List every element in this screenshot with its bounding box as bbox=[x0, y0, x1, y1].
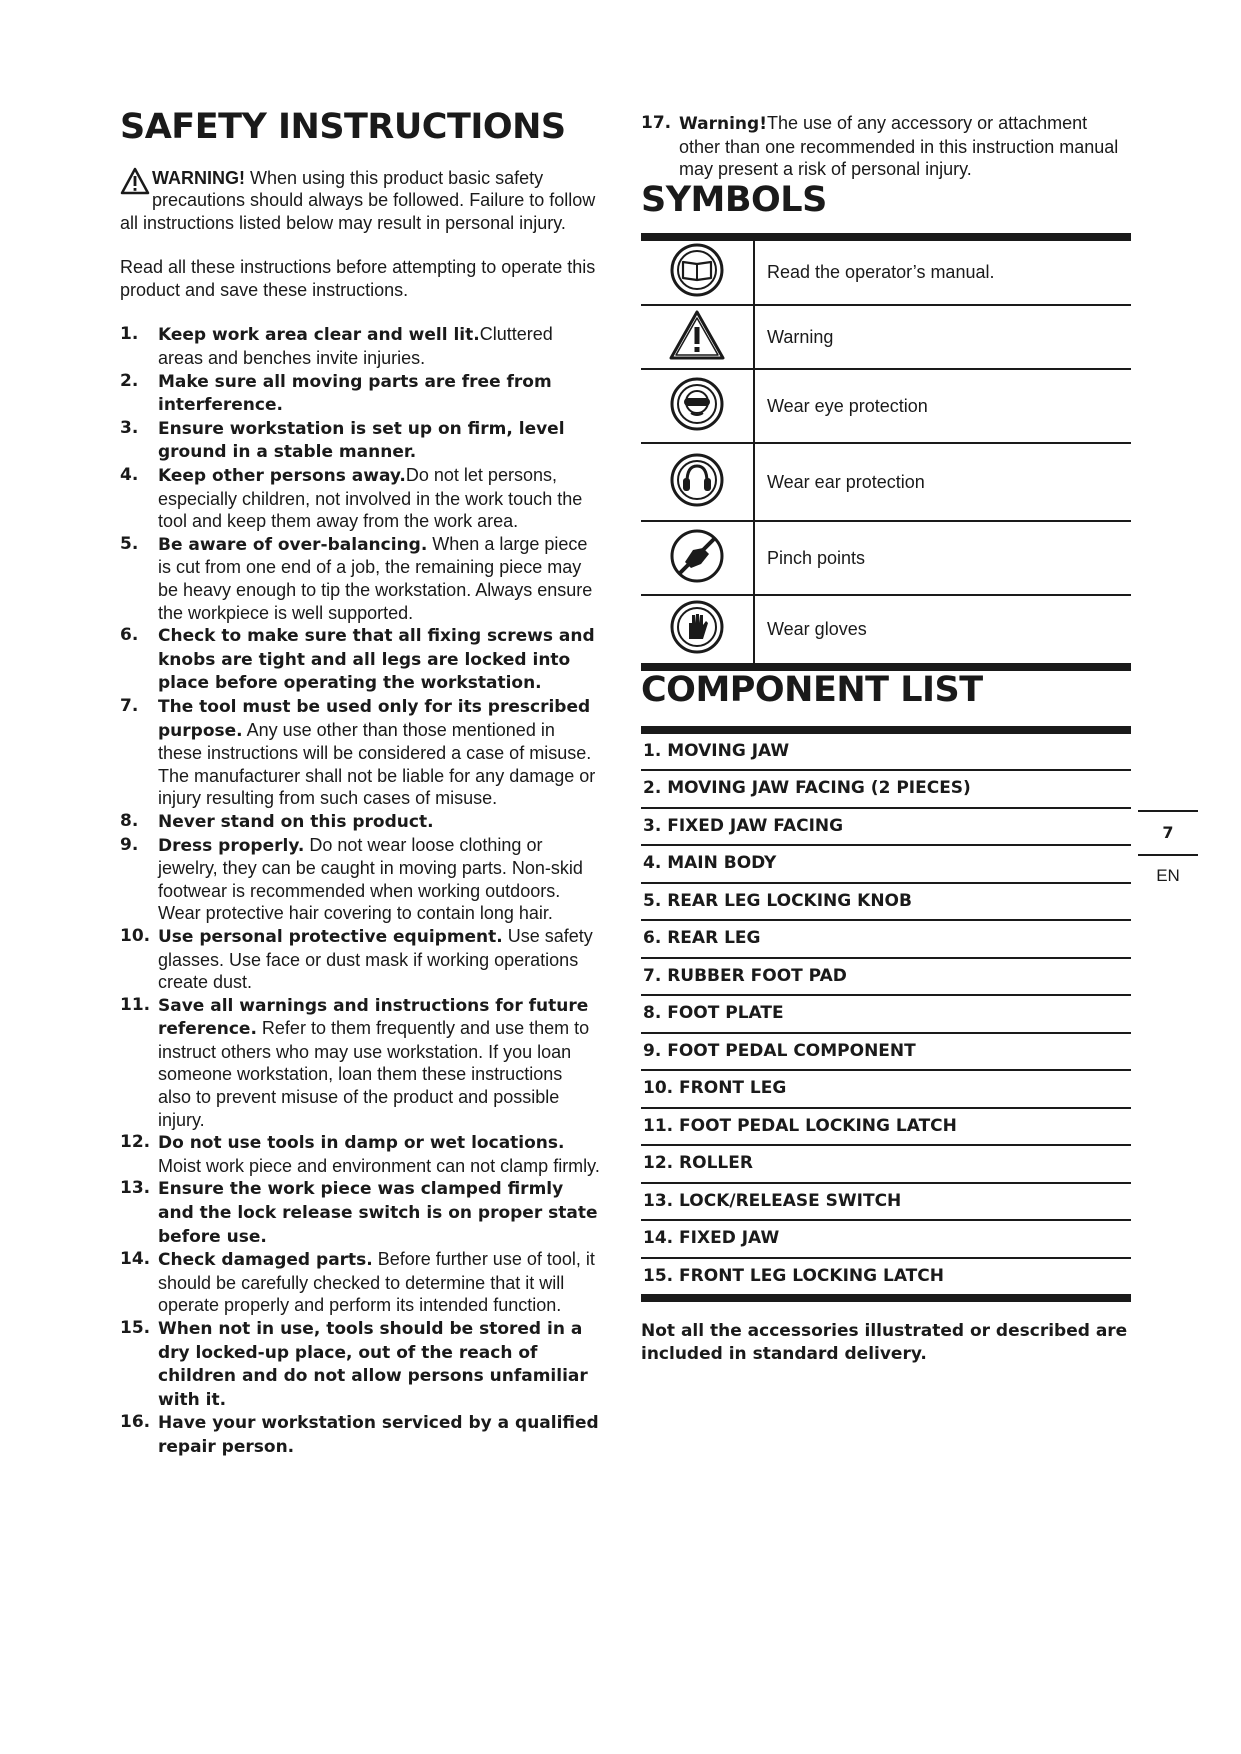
ear-protection-icon bbox=[669, 452, 725, 508]
symbol-icon-cell bbox=[641, 595, 754, 667]
item-lead: Save all warnings and instructions for future reference. bbox=[158, 995, 589, 1040]
warning-intro bbox=[120, 167, 600, 235]
safety-rule-item bbox=[120, 695, 600, 810]
safety-title: SAFETY INSTRUCTIONS bbox=[120, 107, 566, 147]
component-item: 2. MOVING JAW FACING (2 PIECES) bbox=[641, 771, 1131, 809]
safety-rule-item bbox=[120, 925, 600, 994]
item-lead: Warning! bbox=[679, 114, 767, 134]
item-text: The use of any accessory or attachment other than one recommended in this instruction manual may present a risk of personal injury. bbox=[679, 113, 1119, 180]
symbol-row bbox=[641, 237, 1131, 305]
component-item: 5. REAR LEG LOCKING KNOB bbox=[641, 884, 1131, 922]
item-number: 3. bbox=[120, 417, 139, 438]
symbols-title: SYMBOLS bbox=[641, 179, 827, 220]
component-item: 7. RUBBER FOOT PAD bbox=[641, 959, 1131, 997]
symbol-row bbox=[641, 521, 1131, 595]
symbol-icon-cell bbox=[641, 521, 754, 595]
manual-icon bbox=[669, 242, 725, 298]
safety-rule-item bbox=[120, 1177, 600, 1248]
component-item: 15. FRONT LEG LOCKING LATCH bbox=[641, 1259, 1131, 1303]
warning-triangle-icon bbox=[120, 167, 150, 195]
symbol-label: Pinch points bbox=[754, 521, 1131, 595]
component-list bbox=[641, 726, 1131, 1303]
safety-rule-item bbox=[120, 1411, 600, 1458]
item-text: Refer to them frequently and use them to instruct others who may use workstation. If you loan someone workstation, loan them these instructions also to prevent misuse of the product and possible injury. bbox=[158, 1018, 590, 1130]
item-number: 6. bbox=[120, 625, 139, 646]
item-number: 15. bbox=[120, 1318, 151, 1338]
symbol-label: Warning bbox=[754, 305, 1131, 369]
item-lead: Ensure workstation is set up on firm, level ground in a stable manner. bbox=[158, 418, 565, 463]
symbol-icon-cell bbox=[641, 369, 754, 443]
component-item: 4. MAIN BODY bbox=[641, 846, 1131, 884]
safety-rule-item bbox=[120, 834, 600, 925]
symbol-icon-cell bbox=[641, 443, 754, 521]
symbol-label: Read the operator’s manual. bbox=[754, 237, 1131, 305]
symbol-label: Wear eye protection bbox=[754, 369, 1131, 443]
item-number: 7. bbox=[120, 695, 139, 716]
item-lead: Be aware of over-balancing. bbox=[158, 534, 428, 555]
item-text: Any use other than those mentioned in these instructions will be considered a case of misuse. The manufacturer shall not be liable for any damage or injury resulting from such cases of misuse. bbox=[158, 719, 596, 809]
symbol-label: Wear ear protection bbox=[754, 443, 1131, 521]
item-number: 14. bbox=[120, 1249, 151, 1270]
item-number: 12. bbox=[120, 1132, 151, 1153]
symbol-row bbox=[641, 369, 1131, 443]
item-lead: The tool must be used only for its prescribed purpose. bbox=[158, 696, 591, 741]
component-item: 13. LOCK/RELEASE SWITCH bbox=[641, 1184, 1131, 1222]
item-number: 5. bbox=[120, 533, 139, 554]
symbol-icon-cell bbox=[641, 305, 754, 369]
item-lead: Never stand on this product. bbox=[158, 811, 434, 832]
safety-rule-item bbox=[120, 624, 600, 695]
right-column bbox=[641, 112, 1131, 1365]
item-text: Do not let persons, especially children, not involved in the work touch the tool and keep them away from the work area. bbox=[158, 465, 583, 532]
item-number: 1. bbox=[120, 324, 139, 345]
symbol-row bbox=[641, 443, 1131, 521]
safety-rule-item bbox=[120, 464, 600, 533]
warning-triangle-icon bbox=[668, 309, 726, 361]
symbol-label: Wear gloves bbox=[767, 619, 867, 640]
warning-label: WARNING! bbox=[152, 167, 245, 188]
component-list-title: COMPONENT LIST bbox=[641, 670, 983, 711]
eye-protection-icon bbox=[669, 376, 725, 432]
item-lead: Use personal protective equipment. bbox=[158, 926, 503, 947]
item-text: When a large piece is cut from one end of a job, the remaining piece may be heavy enough to tip the workstation. Always ensure the workpiece is well supported. bbox=[158, 533, 593, 623]
gloves-icon bbox=[669, 599, 725, 655]
component-item: 6. REAR LEG bbox=[641, 921, 1131, 959]
component-item: 3. FIXED JAW FACING bbox=[641, 809, 1131, 847]
component-item: 9. FOOT PEDAL COMPONENT bbox=[641, 1034, 1131, 1072]
safety-rule-item bbox=[120, 1248, 600, 1317]
component-item: 14. FIXED JAW bbox=[641, 1221, 1131, 1259]
read-instructions-text: Read all these instructions before attempting to operate this product and save these instructions. bbox=[120, 257, 596, 300]
symbol-row bbox=[641, 595, 1131, 667]
symbols-table bbox=[641, 233, 1131, 671]
safety-rule-item bbox=[120, 533, 600, 624]
item-text: Use safety glasses. Use face or dust mask if working operations create dust. bbox=[158, 925, 593, 993]
language-code: EN bbox=[1156, 866, 1180, 885]
item-number: 13. bbox=[120, 1178, 151, 1199]
symbol-icon-cell bbox=[641, 237, 754, 305]
item-lead: Do not use tools in damp or wet locations. bbox=[158, 1133, 565, 1154]
symbol-row bbox=[641, 305, 1131, 369]
component-item: 8. FOOT PLATE bbox=[641, 996, 1131, 1034]
safety-rule-item bbox=[120, 1317, 600, 1411]
item-lead: When not in use, tools should be stored in a dry locked-up place, out of the reach of children and do not allow persons unfamiliar with it. bbox=[158, 1319, 588, 1410]
safety-rule-item bbox=[120, 370, 600, 417]
item-lead: Keep work area clear and well lit. bbox=[158, 325, 480, 346]
safety-rule-item bbox=[120, 994, 600, 1132]
item-number: 17. bbox=[641, 113, 672, 133]
item-text: Cluttered areas and benches invite injuries. bbox=[158, 324, 553, 369]
warning-text: When using this product basic safety precautions should always be followed. Failure to follow all instructions listed below may result in personal injury. bbox=[120, 167, 596, 233]
accessories-note: Not all the accessories illustrated or described are included in standard delivery. bbox=[641, 1321, 1128, 1364]
safety-rules-list bbox=[120, 323, 600, 1458]
safety-rule-item bbox=[120, 323, 600, 369]
item-lead: Check damaged parts. bbox=[158, 1250, 373, 1271]
item-lead: Dress properly. bbox=[158, 835, 305, 856]
item-number: 16. bbox=[120, 1412, 151, 1433]
safety-rule-item bbox=[120, 417, 600, 464]
item-lead: Ensure the work piece was clamped firmly and the lock release switch is on proper state before use. bbox=[158, 1179, 598, 1247]
item-text: Do not wear loose clothing or jewelry, they can be caught in moving parts. Non-skid footwear is recommended when working outdoors. Wear protective hair covering to contain long hair. bbox=[158, 834, 583, 924]
pinch-points-icon bbox=[669, 528, 725, 584]
item-number: 11. bbox=[120, 994, 151, 1015]
page-number: 7 bbox=[1138, 810, 1198, 856]
safety-rule-item bbox=[120, 810, 600, 834]
item-lead: Make sure all moving parts are free from interference. bbox=[158, 371, 552, 416]
item-lead: Have your workstation serviced by a qualified repair person. bbox=[158, 1413, 599, 1457]
item-number: 10. bbox=[120, 925, 151, 946]
item-text: Moist work piece and environment can not clamp firmly. bbox=[158, 1155, 600, 1176]
item-lead: Keep other persons away. bbox=[158, 466, 406, 487]
component-item: 10. FRONT LEG bbox=[641, 1071, 1131, 1109]
item-lead: Check to make sure that all fixing screws and knobs are tight and all legs are locked into place before operating the workstation. bbox=[158, 626, 595, 694]
component-item: 1. MOVING JAW bbox=[641, 734, 1131, 772]
safety-section bbox=[120, 108, 600, 1459]
safety-rule-item bbox=[120, 1131, 600, 1177]
item-text: Before further use of tool, it should be carefully checked to determine that it will operate properly and perform its intended function. bbox=[158, 1249, 595, 1316]
page-tab bbox=[1138, 810, 1198, 886]
warning-item-17 bbox=[641, 112, 1131, 181]
component-item: 12. ROLLER bbox=[641, 1146, 1131, 1184]
component-item: 11. FOOT PEDAL LOCKING LATCH bbox=[641, 1109, 1131, 1147]
item-number: 4. bbox=[120, 465, 139, 486]
item-number: 2. bbox=[120, 370, 139, 391]
item-number: 9. bbox=[120, 834, 139, 855]
item-number: 8. bbox=[120, 810, 139, 831]
